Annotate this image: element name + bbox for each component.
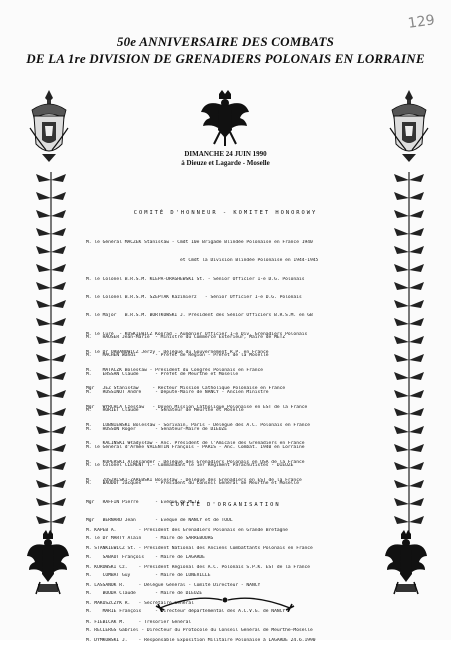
list-item: M. FIEBICAK M. - Trésorier Général (86, 619, 192, 625)
list-item: M. le Colonel B.R.S.M. SZEPTAK Kazimierz - Sénior Officier 1-e D.G. Polonais (86, 295, 302, 301)
list-item: M. BAUDOT Jacques - Président du Conseil Général de Meurthe et Moselle (86, 481, 299, 487)
crossed-sabers-icon (150, 590, 300, 612)
honour-committee-heading: COMITÉ D'HONNEUR - KOMITET HONOROWY (133, 210, 318, 216)
organisation-committee-heading: COMITÉ D'ORGANISATION (170, 502, 281, 508)
list-item: M. KUROWSKI Cz. - Président Régional des A.C. Polonais S.P.K. EST de la France (86, 564, 311, 570)
title-line-1: 50e ANNIVERSAIRE DES COMBATS (116, 34, 335, 49)
list-item: M. KOPERSKI Aleksander - Délégué des Grenadiers Polonais en USA de la France (86, 459, 305, 465)
list-item: M. MARIE François - Directeur départemental des A.C.V.G. de NANCY (86, 609, 286, 615)
list-item: M. MATACZK Bolesław - Président du Congrès Polonais en France (86, 368, 264, 374)
event-date: DIMANCHE 24 JUIN 1990 (184, 150, 267, 158)
list-item: M. LASSANOK R. - Délégué Général - Comité Directeur - NANCY (86, 583, 261, 589)
list-item: M. BOUDA Claude - Maire de DIEUZE (86, 591, 203, 597)
list-item: Mgr JEZ Stanisław - Recteur Mission Catholique Polonaise en France (86, 386, 286, 392)
list-item: M. HUSSON Roger - Sénateur-Maire de DIEUZE (86, 426, 228, 432)
list-item: et Cmdt la Division Blindée Polonaise en 1944-1945 (86, 258, 319, 264)
list-item: M. MACHEN Wahdi - Préfet de Région - Préfet de la Moselle (86, 353, 269, 359)
list-item: M. HURIET Claude - Sénateur de Meurthe et Moselle (86, 408, 244, 414)
list-item: M. STANKIEWICZ St. - Président National des Anciens Combattants Polonais en France (86, 546, 313, 552)
list-item: M. DYMKOWSKI J. - Responsable Exposition Militaire Polonaise à LAGARDE 24.6.1990 (86, 637, 316, 643)
left-military-eagle-icon (26, 530, 70, 598)
list-item: M. KALINSKI Władysław - Anc. Président de l'Amicale des Grenadiers en France (86, 441, 305, 447)
list-item: M. KAPEB A. - Président des Grenadiers Polonais en Grande Bretagne (86, 528, 288, 534)
list-item: Mgr BERNARD Jean - Evêque de NANCY et de TOUL (86, 518, 233, 523)
list-item: M. le Général MACZEK Stanisław - Cmdt 10e Brigade Blindée Polonaise en France 1940 (86, 240, 313, 246)
list-item: M. le Général d'Armée VALENTIN François - PARIS - Anc. Combat. 1940 en Lorraine (86, 444, 305, 450)
list-item: M. SABAUT François - Maire de LAGARDE (86, 554, 205, 560)
list-item: M. le Dr URBANOWICZ Jerzy - Délégué du Gouvernement R.P. en France (86, 349, 269, 355)
list-item: M. RECLERGS Gabriel - Directeur du Protocole du Conseil Général de Meurthe-Moselle (86, 627, 313, 633)
list-item: Mgr RAFFIN Pierre - Evêque de METZ (86, 499, 200, 505)
list-item: M. le Curé - KUŚKIEWICZ Konrad - Aumônier Officier 1-e Div. Grenadiers Polonais (86, 331, 308, 337)
event-location: à Dieuze et Lagarde - Moselle (181, 159, 270, 167)
list-item: M. LUBNIEWSKI Bolesław - Sorivain, Paris - Délégué des A.C. Polonais en France (86, 423, 311, 428)
list-item: M. le Dr MARTY Alain - Maire de SARREBOURG (86, 536, 214, 542)
organisation-committee-list (86, 516, 386, 656)
list-item: M. MAKOSZCZYK R. - Secrétaire Général (86, 601, 194, 607)
page-number: 129 (407, 12, 436, 32)
title-line-2: DE LA 1re DIVISION DE GRENADIERS POLONAIS EN LORRAINE (26, 51, 425, 66)
left-laurel-garland-icon (30, 172, 72, 532)
right-military-eagle-icon (384, 530, 428, 598)
list-item: M. COMBAT Guy - Maire de LUNÉVILLE (86, 572, 211, 578)
list-item: M. HAUSER Jean-Marie - Ministre du Commerce Extérieur, Maire de METZ (86, 335, 286, 341)
list-item: M. ZOSZRLSKI-ZARĘBSKI Bolesław - Délégué des Grenadiers en EST de la France (86, 477, 302, 483)
list-item: M. ROSSINOT André - Député-Maire de NANCY - Ancien Ministre (86, 390, 269, 396)
list-item: Mgr WYRCHLA Czesław - Doyen Mission Catholique Polonaise en EST de la France (86, 404, 308, 410)
list-item: M. le Colonel CLÉMENT T.- Commandant le 1er Régiment Parachutistes - DIEUZE (86, 463, 294, 469)
list-item: M. le Colonel B.R.S.M. KLEPA-DRAGHEWSKI St. - Sénior Officier 1-e D.G. Polonais (86, 276, 305, 282)
crowned-eagle-emblem-icon (200, 90, 250, 146)
right-laurel-garland-icon (388, 172, 430, 532)
list-item: M. ERSSAN Claude - Préfet de Meurthe et Moselle (86, 371, 239, 377)
list-item: M. le Major B.R.S.M. BORTKOWSKI J. Président des Sénior Officiers B.R.S.M. en GB (86, 313, 313, 319)
